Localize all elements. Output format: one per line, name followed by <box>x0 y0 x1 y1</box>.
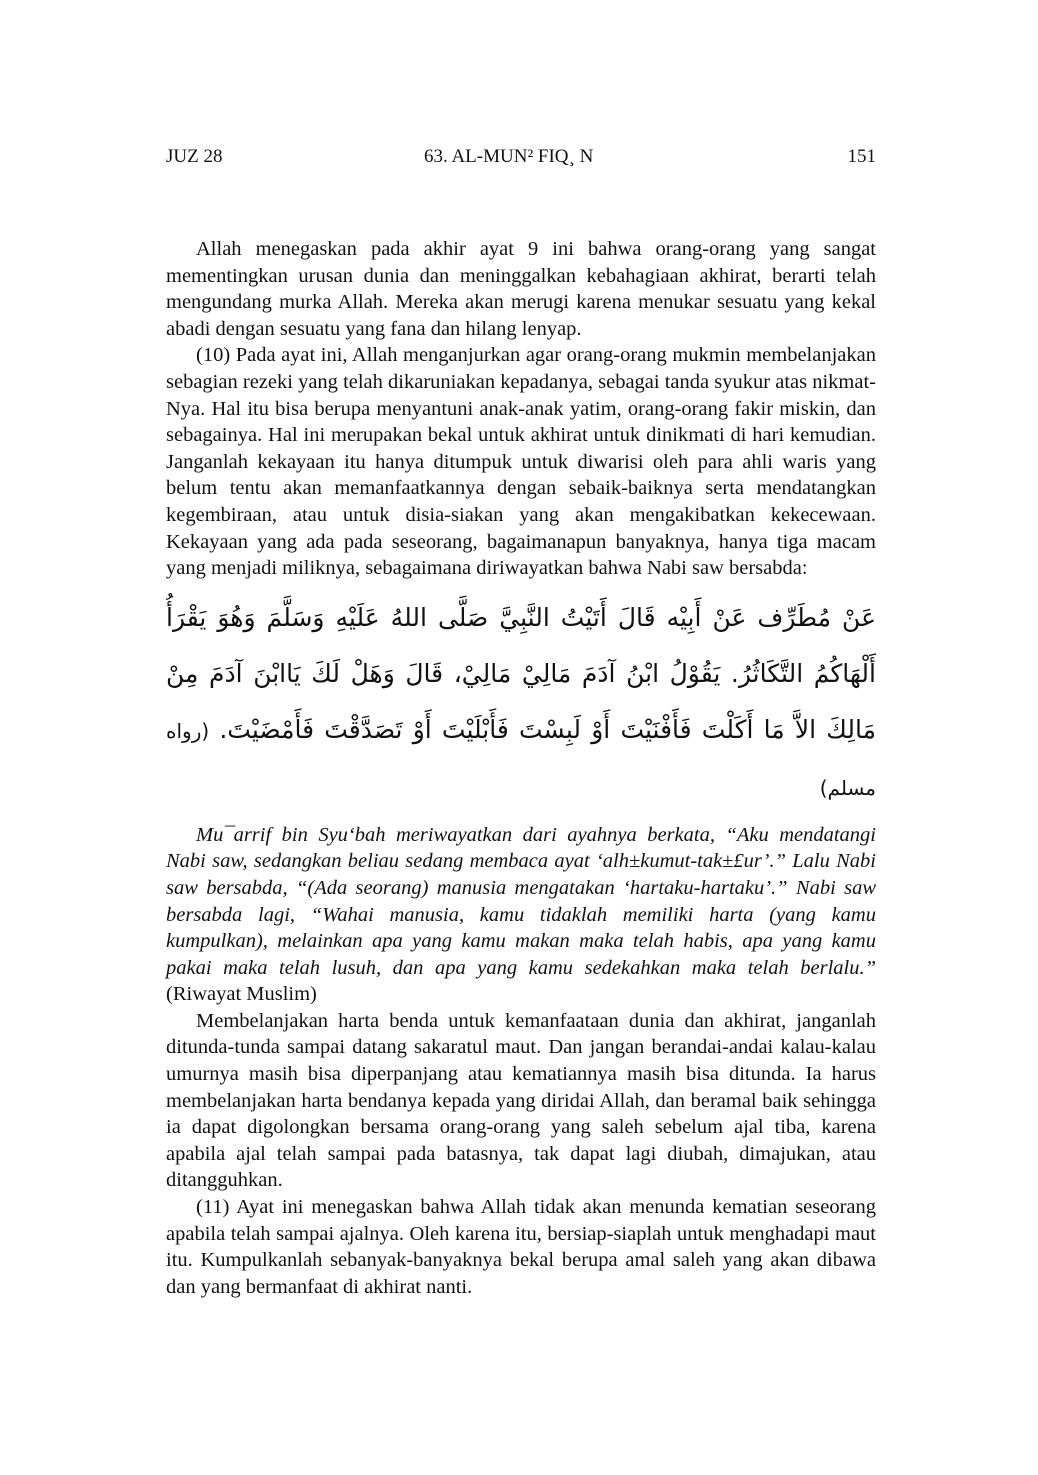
hadith-arabic-text: عَنْ مُطَرِّف عَنْ أَبِيْه قَالَ أَتَيْتُ النَّبِيَّ صَلَّى اللهُ عَلَيْهِ وَسَلَّمَ وَهُوَ يَقْرَأُ أَلْهَاكُمُ التَّكَاثُرُ. يَقُوْلُ ابْنُ آدَمَ مَالِيْ مَالِيْ، قَالَ وَهَلْ لَكَ يَاابْنَ آدَمَ مِنْ مَالِكَ الاَّ مَا أَكَلْتَ فَأَفْنَيْتَ أَوْ لَبِسْتَ فَأَبْلَيْتَ أَوْ تَصَدَّقْتَ فَأَمْضَيْتَ. <box>166 602 876 744</box>
page-number: 151 <box>847 146 876 167</box>
paragraph-4: (11) Ayat ini menegaskan bahwa Allah tidak akan menunda kematian seseorang apabila telah sampai ajalnya. Oleh karena itu, bersiap-siaplah untuk menghadapi maut itu. Kumpulkanlah sebanyak-banyaknya bekal berupa amal saleh yang akan dibawa dan yang bermanfaat di akhirat nanti. <box>166 1196 876 1298</box>
juz-label: JUZ 28 <box>166 146 223 167</box>
hadith-source: (Riwayat Muslim) <box>166 983 317 1006</box>
paragraph-3: Membelanjakan harta benda untuk kemanfaataan dunia dan akhirat, janganlah ditunda-tunda sampai datang sakaratul maut. Dan jangan berandai-andai kalau-kalau umurnya masih bisa diperpanjang atau kematiannya masih bisa ditunda. Ia harus membelanjakan harta bendanya kepada yang diridai Allah, dan beramal baik sehingga ia dapat digolongkan bersama orang-orang yang saleh sebelum ajal tiba, karena apabila ajal telah sampai pada batasnya, tak dapat lagi diubah, dimajukan, atau ditangguhkan. <box>166 1009 876 1192</box>
page-header <box>166 146 876 174</box>
paragraph-2: (10) Pada ayat ini, Allah menganjurkan agar orang-orang mukmin membelanjakan sebagian rezeki yang telah dikaruniakan kepadanya, sebagai tanda syukur atas nikmat-Nya. Hal itu bisa berupa menyantuni anak-anak yatim, orang-orang fakir miskin, dan sebagainya. Hal ini merupakan bekal untuk akhirat untuk dinikmati di hari kemudian. Janganlah kekayaan itu hanya ditumpuk untuk diwarisi oleh para ahli waris yang belum tentu akan memanfaatkannya dengan sebaik-baiknya serta mendatangkan kegembiraan, atau untuk disia-siakan yang akan mengakibatkan kekecewaan. Kekayaan yang ada pada seseorang, bagaimanapun banyaknya, hanya tiga macam yang menjadi miliknya, sebagaimana diriwayatkan bahwa Nabi saw bersabda: <box>166 344 876 580</box>
hadith-arabic-block <box>166 590 876 816</box>
hadith-translation <box>166 822 876 1008</box>
paragraph-1: Allah menegaskan pada akhir ayat 9 ini bahwa orang-orang yang sangat mementingkan urusan dunia dan meninggalkan kebahagiaan akhirat, berarti telah mengundang murka Allah. Mereka akan merugi karena menukar sesuatu yang kekal abadi dengan sesuatu yang fana dan hilang lenyap. <box>166 238 876 340</box>
surah-title: 63. AL-MUN² FIQ¸ N <box>424 146 594 167</box>
hadith-translation-text: Mu¯arrif bin Syu‘bah meriwayatkan dari ayahnya berkata, “Aku mendatangi Nabi saw, sedangkan beliau sedang membaca ayat ‘alh±kumut-tak±£ur’.” Lalu Nabi saw bersabda, “(Ada seorang) manusia mengatakan ‘hartaku-hartaku’.” Nabi saw bersabda lagi, “Wahai manusia, kamu tidaklah memiliki harta (yang kamu kumpulkan), melainkan apa yang kamu makan maka telah habis, apa yang kamu pakai maka telah lusuh, dan apa yang kamu sedekahkan maka telah berlalu.” <box>166 823 876 979</box>
hadith-narrator-arabic: (رواه مسلم) <box>166 718 876 800</box>
page-body <box>166 236 876 1300</box>
